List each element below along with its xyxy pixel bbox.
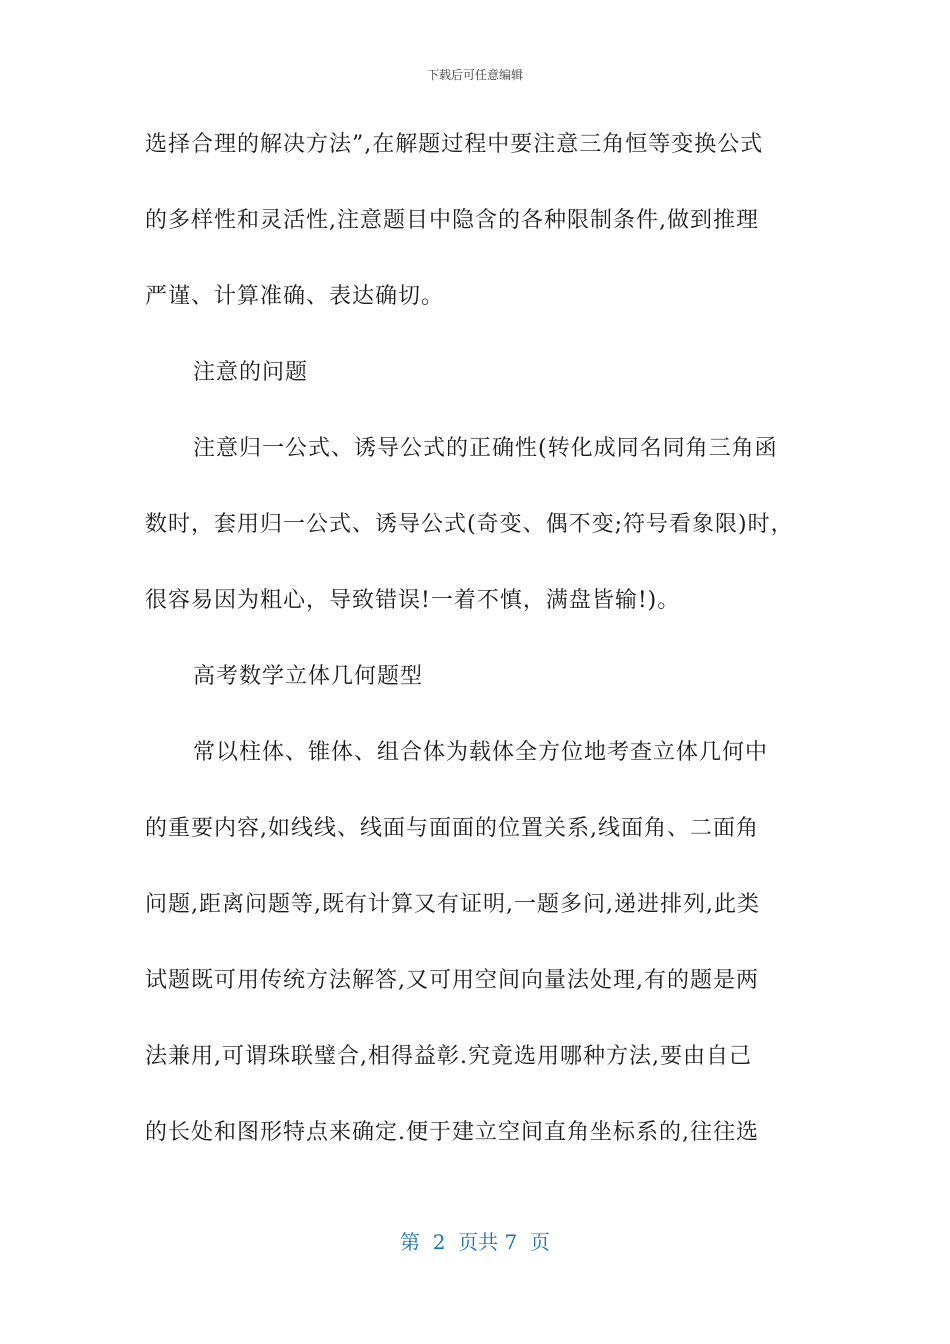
section-heading: 高考数学立体几何题型 — [193, 664, 424, 689]
paragraph-line: 试题既可用传统方法解答,又可用空间向量法处理,有的题是两 — [145, 968, 759, 993]
document-body — [145, 121, 825, 1185]
paragraph-line: 的多样性和灵活性,注意题目中隐含的各种限制条件,做到推理 — [145, 208, 759, 233]
page-header: 下载后可任意编辑 — [426, 68, 523, 82]
paragraph-line: 很容易因为粗心，导致错误!一着不慎，满盘皆输!)。 — [145, 588, 681, 613]
page-number: 第 2 页共 7 页 — [400, 1230, 550, 1254]
section-heading: 注意的问题 — [193, 360, 309, 385]
paragraph-line: 选择合理的解决方法”,在解题过程中要注意三角恒等变换公式 — [145, 132, 764, 157]
paragraph-line: 的长处和图形特点来确定.便于建立空间直角坐标系的,往往选 — [145, 1120, 759, 1145]
paragraph-line: 数时，套用归一公式、诱导公式(奇变、偶不变;符号看象限)时， — [145, 512, 794, 537]
paragraph-line: 常以柱体、锥体、组合体为载体全方位地考查立体几何中 — [193, 740, 769, 765]
paragraph-line: 问题,距离问题等,既有计算又有证明,一题多问,递进排列,此类 — [145, 892, 760, 917]
paragraph-line: 法兼用,可谓珠联璧合,相得益彰.究竟选用哪种方法,要由自己 — [145, 1044, 752, 1069]
paragraph-line: 注意归一公式、诱导公式的正确性(转化成同名同角三角函 — [193, 436, 778, 461]
paragraph-line: 的重要内容,如线线、线面与面面的位置关系,线面角、二面角 — [145, 816, 759, 841]
paragraph-line: 严谨、计算准确、表达确切。 — [145, 284, 445, 309]
